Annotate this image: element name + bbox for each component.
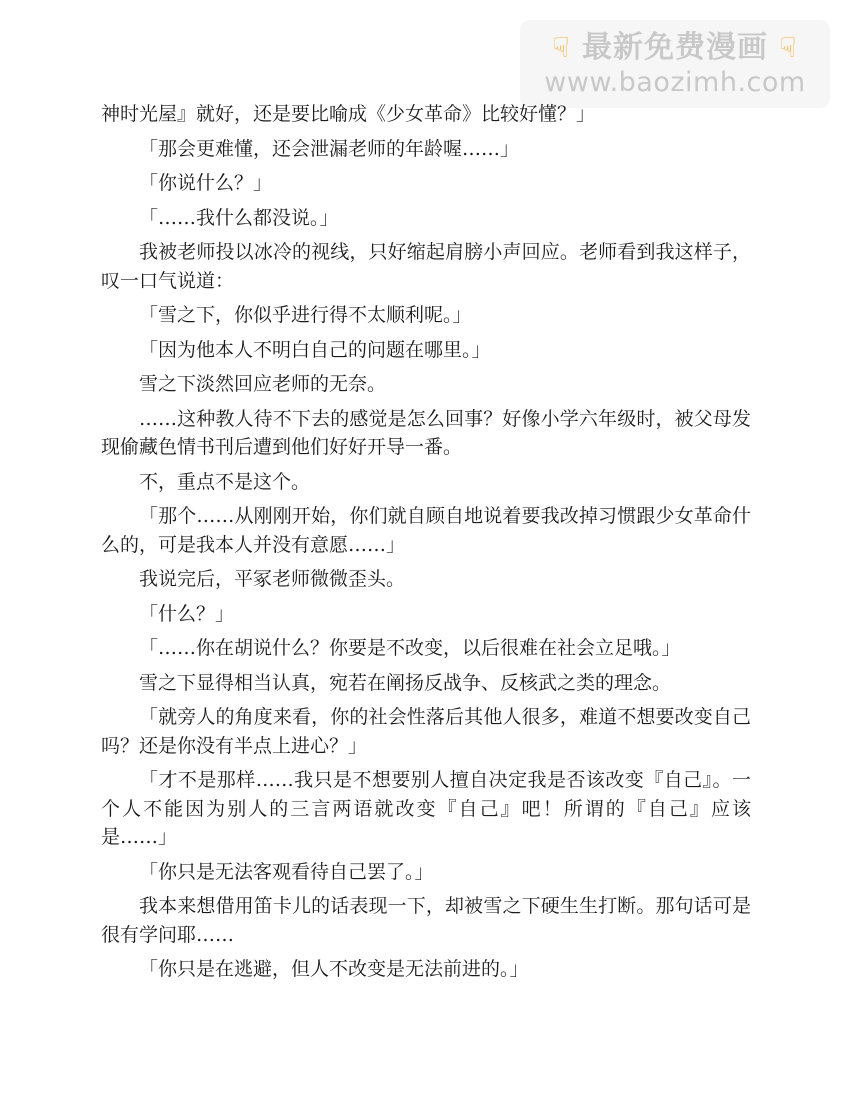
page-body — [101, 100, 751, 990]
paragraph: 神时光屋』就好，还是要比喻成《少女革命》比较好懂？」 — [101, 103, 596, 125]
paragraph: 「就旁人的角度来看，你的社会性落后其他人很多，难道不想要改变自己吗？还是你没有半点上进心？」 — [101, 706, 751, 757]
watermark-title-row — [520, 30, 830, 66]
paragraph: 我被老师投以冰冷的视线，只好缩起肩膀小声回应。老师看到我这样子，叹一口气说道： — [101, 241, 751, 292]
paragraph: 「什么？」 — [139, 602, 235, 625]
paragraph: 「你只是在逃避，但人不改变是无法前进的。」 — [139, 958, 529, 980]
pointing-down-hand-icon: ☟ — [779, 31, 798, 64]
paragraph: 雪之下淡然回应老师的无奈。 — [139, 373, 387, 395]
watermark — [520, 20, 830, 108]
paragraph: 我说完后，平冢老师微微歪头。 — [139, 568, 406, 590]
watermark-url: www.baozimh.com — [544, 67, 806, 98]
paragraph: 「你说什么？」 — [139, 172, 273, 194]
paragraph: 「……你在胡说什么？你要是不改变，以后很难在社会立足哦。」 — [139, 637, 681, 659]
paragraph: 「你只是无法客观看待自己罢了。」 — [139, 860, 434, 883]
paragraph: 「那个……从刚刚开始，你们就自顾自地说着要我改掉习惯跟少女革命什么的，可是我本人并没有意愿……」 — [101, 505, 751, 556]
paragraph: ……这种教人待不下去的感觉是怎么回事？好像小学六年级时，被父母发现偷藏色情书刊后遭到他们好好开导一番。 — [101, 407, 751, 458]
watermark-title: 最新免费漫画 — [582, 30, 768, 65]
paragraph: 雪之下显得相当认真，宛若在阐扬反战争、反核武之类的理念。 — [139, 671, 672, 694]
paragraph: 「因为他本人不明白自己的问题在哪里。」 — [139, 338, 491, 361]
paragraph: 我本来想借用笛卡儿的话表现一下，却被雪之下硬生生打断。那句话可是很有学问耶…… — [101, 895, 751, 946]
paragraph: 「那会更难懂，还会泄漏老师的年龄喔……」 — [139, 137, 520, 160]
pointing-down-hand-icon: ☟ — [552, 31, 571, 64]
paragraph: 「……我什么都没说。」 — [139, 206, 339, 229]
paragraph: 「雪之下，你似乎进行得不太顺利呢。」 — [139, 304, 472, 326]
paragraph: 「才不是那样……我只是不想要别人擅自决定我是否该改变『自己』。一个人不能因为别人的三言两语就改变『自己』吧！所谓的『自己』应该是……」 — [101, 769, 751, 848]
paragraph: 不，重点不是这个。 — [139, 470, 311, 493]
